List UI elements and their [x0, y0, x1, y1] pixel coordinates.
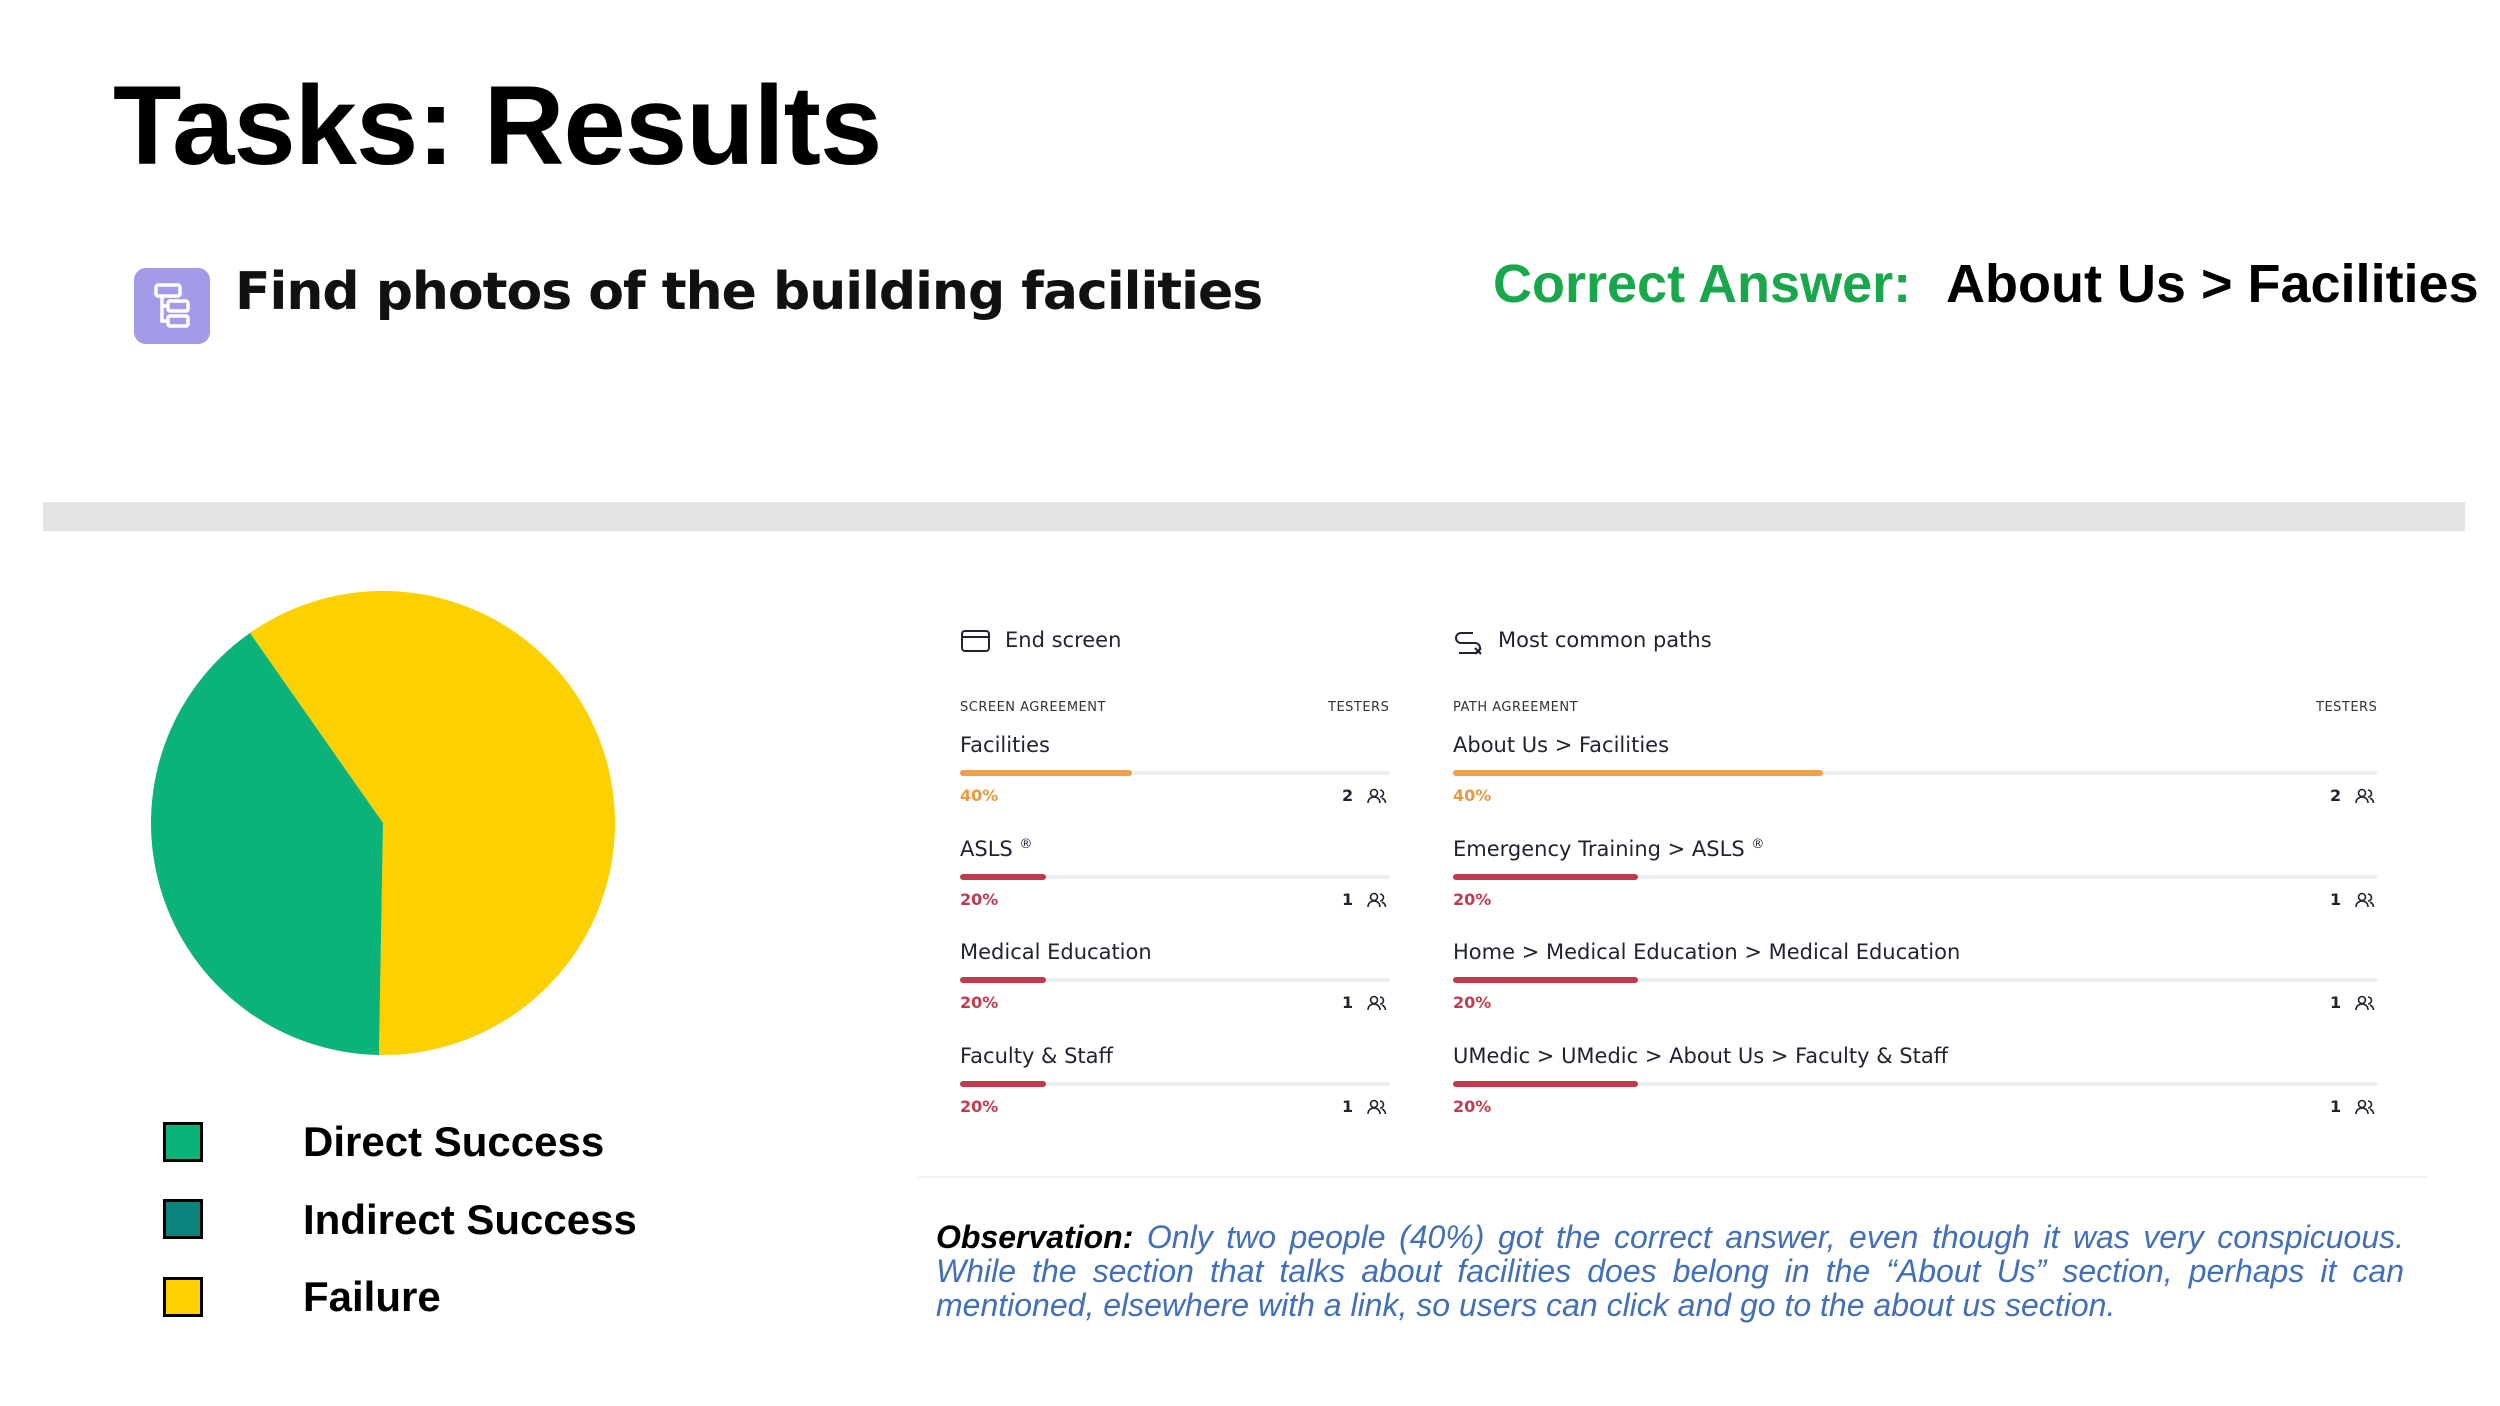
path-progress-fill: [1453, 977, 1638, 983]
correct-answer-label: Correct Answer:: [1493, 254, 1912, 314]
tree-test-icon: [134, 268, 210, 344]
testers-icon: [2355, 893, 2375, 912]
path-percentage: 20%: [1453, 993, 1492, 1012]
registered-mark: ®: [1751, 836, 1765, 852]
end-screen-row-label: ASLS ®: [960, 836, 1033, 861]
path-testers-count: 1: [2330, 1096, 2375, 1116]
end-screen-percentage: 20%: [960, 889, 999, 909]
observation-text: Only two people (40%) got the correct answer, even though it was very conspicuous. While the section that talks about facilities does belong in the “About Us” section, perhaps it can mentioned, elsewhere with a link, so users can click and go to the about us section.: [936, 1219, 2405, 1323]
end-screen-progress-fill: [960, 977, 1046, 983]
testers-icon: [2355, 789, 2375, 808]
path-progress-fill: [1453, 874, 1638, 880]
end-screen-progress-track: [960, 875, 1390, 879]
paths-icon: [1453, 628, 1485, 656]
end-screen-testers-count: 1: [1342, 1096, 1387, 1116]
path-row-label: Home > Medical Education > Medical Education: [1453, 940, 1961, 964]
legend-label-indirect-success: Indirect Success: [303, 1196, 637, 1243]
legend-swatch-failure: [163, 1277, 203, 1317]
screen-agreement-header: SCREEN AGREEMENT: [960, 700, 1106, 715]
path-progress-track: [1453, 1082, 2378, 1086]
legend-label-direct-success: Direct Success: [303, 1118, 605, 1165]
end-screen-progress-fill: [960, 1081, 1046, 1087]
testers-icon: [1367, 893, 1387, 912]
path-progress-fill: [1453, 770, 1823, 776]
end-screen-heading: End screen: [1005, 628, 1122, 652]
end-screen-row-label: Facilities: [960, 733, 1050, 757]
end-screen-progress-track: [960, 978, 1390, 982]
end-screen-percentage: 20%: [960, 1096, 999, 1116]
end-screen-testers-count: 2: [1342, 785, 1387, 805]
end-screen-row-label: Medical Education: [960, 940, 1152, 964]
path-progress-fill: [1453, 1081, 1638, 1087]
end-screen-progress-fill: [960, 770, 1132, 776]
path-row-label: About Us > Facilities: [1453, 733, 1670, 757]
legend-label-failure: Failure: [303, 1273, 441, 1320]
testers-icon: [1367, 789, 1387, 808]
path-progress-track: [1453, 771, 2378, 775]
testers-header: TESTERS: [1328, 700, 1390, 715]
legend-swatch-indirect-success: [163, 1199, 203, 1239]
testers-icon: [1367, 996, 1387, 1015]
end-screen-testers-count: 1: [1342, 889, 1387, 909]
end-screen-progress-track: [960, 1082, 1390, 1086]
task-text: Find photos of the building facilities: [235, 262, 1263, 322]
observation-label: Observation:: [936, 1219, 1134, 1255]
legend-swatch-direct-success: [163, 1122, 203, 1162]
path-percentage: 40%: [1453, 786, 1492, 805]
path-agreement-header: PATH AGREEMENT: [1453, 700, 1579, 715]
path-row-label: UMedic > UMedic > About Us > Faculty & Staff: [1453, 1043, 1949, 1068]
end-screen-percentage: 20%: [960, 993, 999, 1012]
panel-bottom-divider: [918, 1176, 2428, 1178]
end-screen-row-label: Faculty & Staff: [960, 1043, 1113, 1068]
testers-icon: [1367, 1100, 1387, 1119]
most-common-paths-heading: Most common paths: [1498, 628, 1712, 652]
screen-icon: [960, 628, 992, 654]
end-screen-testers-count: 1: [1342, 992, 1387, 1012]
page-title: Tasks: Results: [113, 63, 882, 188]
path-progress-track: [1453, 978, 2378, 982]
testers-icon: [2355, 1100, 2375, 1119]
results-pie-chart: [148, 588, 618, 1058]
registered-mark: ®: [1019, 836, 1033, 852]
correct-answer-value: About Us > Facilities: [1946, 254, 2479, 314]
path-row-label: Emergency Training > ASLS ®: [1453, 836, 1765, 861]
end-screen-progress-track: [960, 771, 1390, 775]
path-testers-count: 1: [2330, 889, 2375, 909]
path-percentage: 20%: [1453, 889, 1492, 909]
path-progress-track: [1453, 875, 2378, 879]
testers-header-paths: TESTERS: [2316, 700, 2378, 715]
end-screen-progress-fill: [960, 874, 1046, 880]
testers-icon: [2355, 996, 2375, 1015]
observation-note: [936, 1220, 2404, 1322]
path-testers-count: 2: [2330, 785, 2375, 805]
end-screen-percentage: 40%: [960, 786, 999, 805]
path-percentage: 20%: [1453, 1096, 1492, 1116]
section-divider: [43, 502, 2465, 531]
path-testers-count: 1: [2330, 992, 2375, 1012]
